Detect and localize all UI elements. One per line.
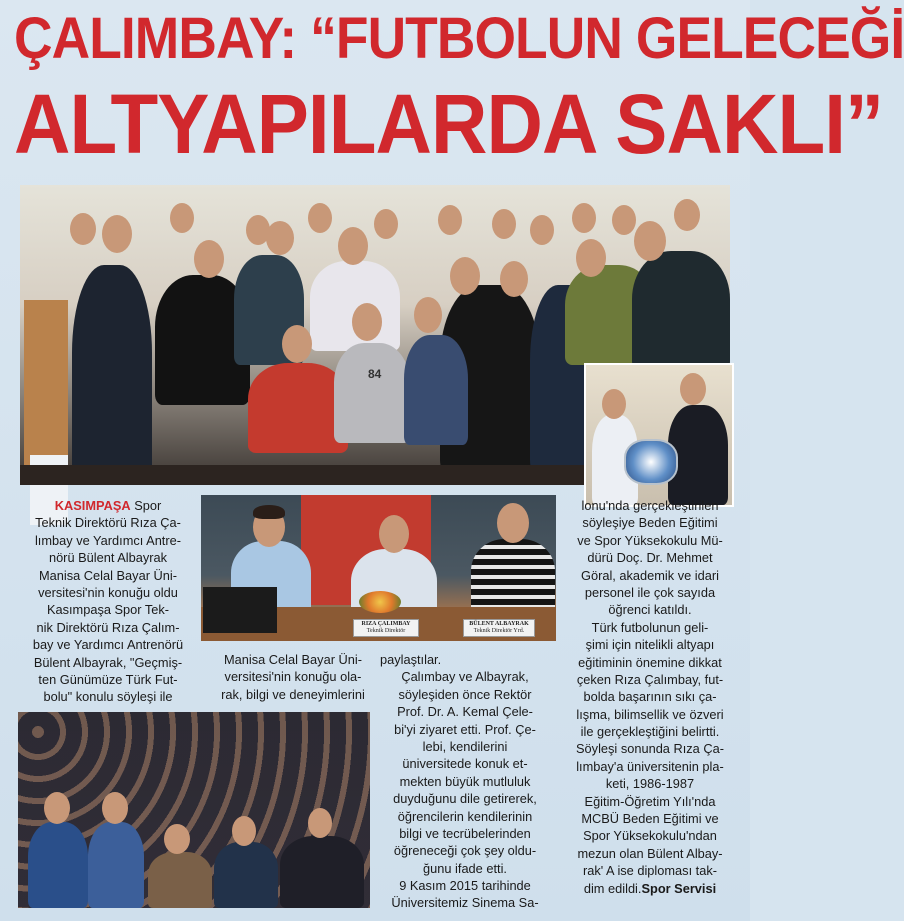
person-head (530, 215, 554, 245)
person-head (438, 205, 462, 235)
person-brown-coat (148, 852, 212, 908)
person-head (602, 389, 626, 419)
person-head (282, 325, 312, 363)
article-line: çeken Rıza Çalımbay, fut- (576, 671, 724, 687)
article-line: mekten büyük mutluluk (399, 773, 531, 789)
article-line: söyleşiye Beden Eğitimi (582, 515, 718, 531)
person-blue-jacket (88, 822, 144, 908)
person-head (497, 503, 529, 543)
person-head (170, 203, 194, 233)
article-line: Türk futbolunun geli- (591, 619, 709, 635)
person-dark-coat (280, 836, 364, 908)
article-column-1 (18, 497, 198, 706)
person-head (308, 808, 332, 838)
article-line: dürü Doç. Dr. Mehmet (587, 550, 713, 566)
headline-line-1: ÇALIMBAY: “FUTBOLUN GELECEĞİ (14, 6, 904, 71)
person-head (352, 303, 382, 341)
article-line: personel ile çok sayıda (584, 584, 716, 600)
person-head (414, 297, 442, 333)
person-dark-jacket (632, 251, 730, 371)
article-line: lışma, bilimsellik ve özveri (576, 706, 724, 722)
article-line: Eğitim-Öğretim Yılı'nda (584, 793, 716, 809)
article-line: üniversitede konuk et- (402, 756, 528, 772)
person-head (674, 199, 700, 231)
flower-bouquet (359, 591, 401, 613)
audience-photo (18, 712, 370, 908)
person-head (44, 792, 70, 824)
article-line: nörü Bülent Albayrak (48, 550, 168, 566)
article-line: Çalımbay ve Albayrak, (401, 669, 529, 685)
article-line: bay ve Yardımcı Antrenörü (32, 637, 184, 653)
article-line: eğitiminin önemine dikkat (578, 654, 722, 670)
person-grey-sweater (334, 343, 410, 443)
person-head (634, 221, 666, 261)
person-red-jacket (248, 363, 348, 453)
person-dark-coat (214, 842, 278, 908)
article-line: öğrencilerin kendilerinin (397, 808, 533, 824)
person-head (374, 209, 398, 239)
article-line: öğreneceği çok şey oldu- (393, 843, 537, 859)
person-white-shirt (310, 261, 400, 351)
article-line: Bülent Albayrak, "Geçmiş- (33, 654, 183, 670)
person-blue-shirt (404, 335, 468, 445)
person-head (379, 515, 409, 553)
article-lead: KASIMPAŞA (54, 498, 131, 513)
person-head (164, 824, 190, 854)
article-line: ile gerçekleştiğini belirtti. (580, 724, 720, 740)
panel-photo (201, 495, 556, 641)
nameplate-albayrak-role: Teknik Direktör Yrd. (473, 628, 525, 635)
person-head (102, 792, 128, 824)
article-line: MCBÜ Beden Eğitimi ve (581, 811, 719, 827)
article-line: Üniversitemiz Sinema Sa- (391, 895, 539, 911)
article-line: versitesi'nin konuğu oldu (38, 584, 178, 600)
person-head (194, 240, 224, 278)
person-head (308, 203, 332, 233)
article-line: bolu" konulu söyleşi ile (43, 689, 173, 705)
person-blue-jacket (28, 822, 88, 908)
article-line: bi'yi ziyaret etti. Prof. Çe- (394, 721, 536, 737)
article-line: Prof. Dr. A. Kemal Çele- (397, 704, 533, 720)
person-head (612, 205, 636, 235)
person-head (492, 209, 516, 239)
article-line: söyleşiden önce Rektör (398, 686, 532, 702)
person-head (266, 221, 294, 255)
article-line: lımbay'a üniversitenin pla- (576, 758, 724, 774)
article-line: Spor (134, 498, 162, 513)
nameplate-albayrak (463, 619, 535, 637)
article-line: öğrenci katıldı. (608, 602, 692, 618)
article-line: lebi, kendilerini (422, 738, 508, 754)
person-head (680, 373, 706, 405)
article-line: Göral, akademik ve idari (581, 567, 719, 583)
article-column-3 (380, 651, 550, 912)
article-line: Manisa Celal Bayar Üni- (39, 567, 177, 583)
article-line: ten Günümüze Türk Fut- (38, 671, 178, 687)
laptop (203, 587, 277, 633)
plaque (624, 439, 678, 485)
person-head (576, 239, 606, 277)
article-line: bilgi ve tecrübelerinden (399, 825, 531, 841)
nameplate-calimbay-name: RIZA ÇALIMBAY (361, 621, 411, 627)
person-head (450, 257, 480, 295)
article-line: mezun olan Bülent Albay- (577, 845, 723, 861)
article-line: rak, bilgi ve deneyimlerini (221, 686, 365, 702)
article-line: nik Direktörü Rıza Çalım- (36, 619, 180, 635)
article-column-2 (200, 651, 386, 703)
person-head (232, 816, 256, 846)
person-head (572, 203, 596, 233)
article-line: rak' A ise diploması tak- (582, 863, 718, 879)
headline-line-2: ALTYAPILARDA SAKLI” (14, 77, 884, 171)
article-line: bolda başarının sıkı ça- (583, 689, 717, 705)
article-line: dim edildi. (583, 880, 642, 896)
plaque-inset-photo (584, 363, 734, 507)
article-line: Spor Yüksekokulu'ndan (583, 828, 717, 844)
person-head (102, 215, 132, 253)
nameplate-calimbay-role: Teknik Direktör (366, 628, 406, 635)
nameplate-calimbay (353, 619, 419, 637)
article-line: versitesi'nin konuğu ola- (224, 669, 362, 685)
lectern (24, 300, 68, 480)
shirt-number: 84 (368, 367, 382, 381)
person-head (70, 213, 96, 245)
article-line: paylaştılar. (380, 652, 442, 667)
article-line: lonu'nda gerçekleştirilen (581, 498, 719, 513)
article-line: Söyleşi sonunda Rıza Ça- (576, 741, 724, 757)
article-line: Teknik Direktörü Rıza Ça- (35, 515, 181, 531)
person-head (338, 227, 368, 265)
article-line: şimi için nitelikli altyapı (585, 637, 715, 653)
person-suit (72, 265, 152, 485)
article-line: 9 Kasım 2015 tarihinde (399, 878, 531, 894)
article-line: ğunu ifade etti. (423, 860, 507, 876)
article-signature: Spor Servisi (641, 880, 717, 896)
article-line: duyduğunu dile getirerek, (393, 791, 537, 807)
article-line: lımbay ve Yardımcı Antre- (34, 532, 182, 548)
person-head (500, 261, 528, 297)
nameplate-albayrak-name: BÜLENT ALBAYRAK (469, 621, 529, 627)
article-line: ve Spor Yüksekokulu Mü- (577, 532, 723, 548)
article-line: Kasımpaşa Spor Tek- (46, 602, 170, 618)
article-line: Manisa Celal Bayar Üni- (224, 652, 362, 667)
article-line: keti, 1986-1987 (605, 776, 695, 792)
person-hair (253, 505, 285, 519)
article-column-4 (560, 497, 740, 897)
